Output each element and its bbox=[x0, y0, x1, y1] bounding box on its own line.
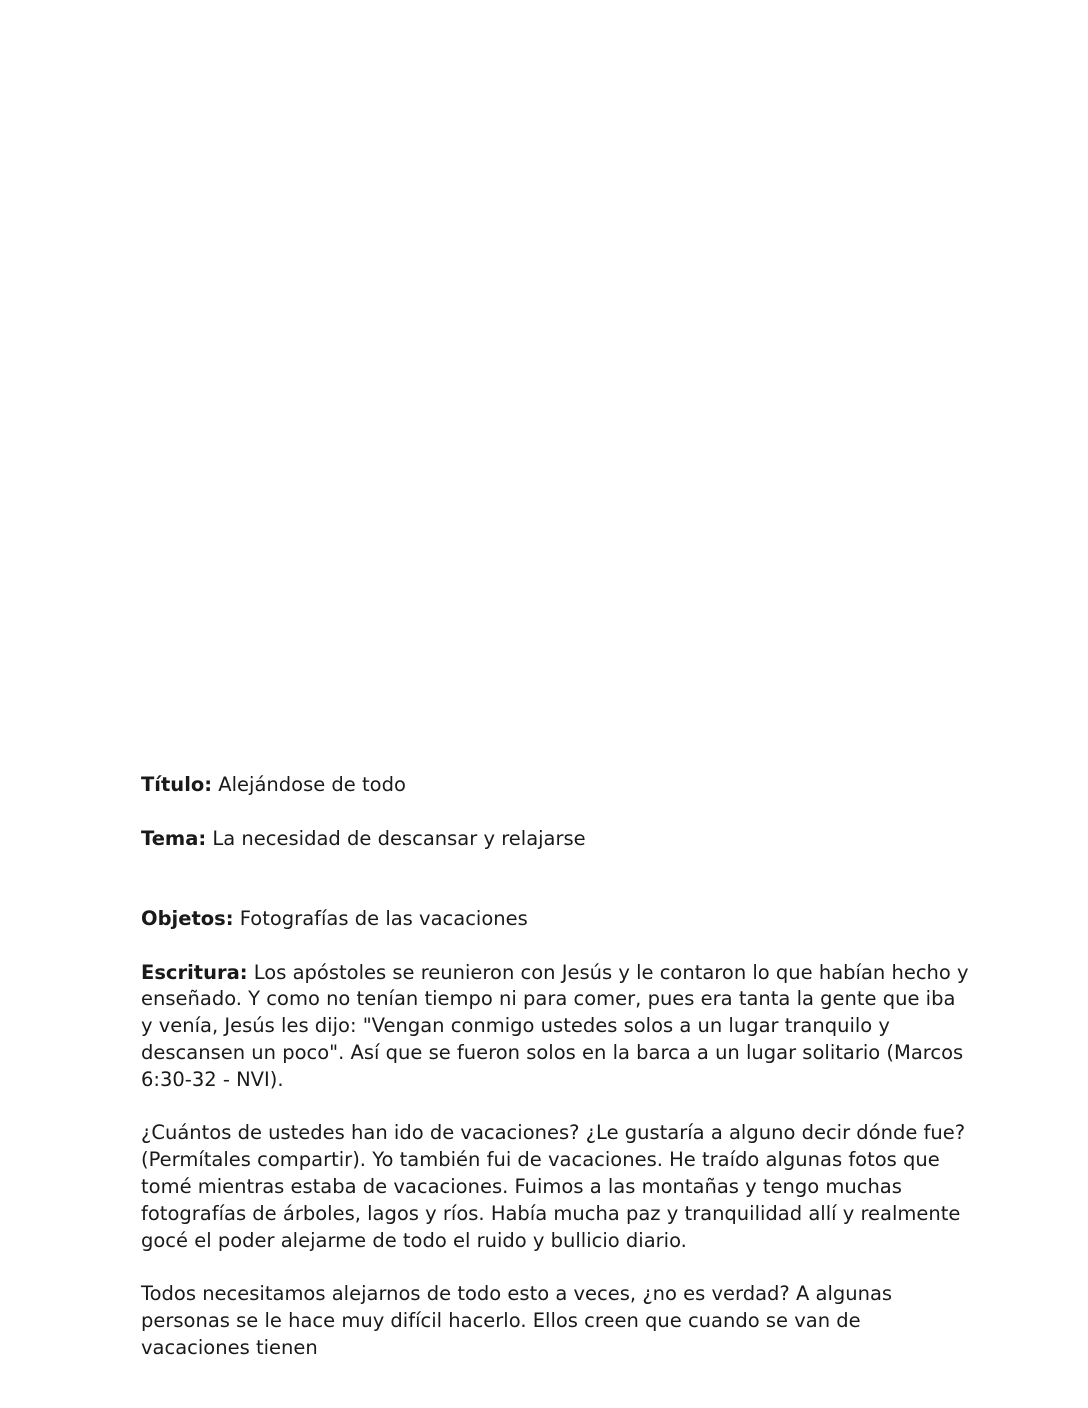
scripture-value: Los apóstoles se reunieron con Jesús y le contaron lo que habían hecho y enseñado. Y como no tenían tiempo ni para comer, pues era tanta la gente que iba y venía, Jesús les dijo: "Vengan conmigo ustedes solos a un lugar tranquilo y descansen un poco". Así que se fueron solos en la barca a un lugar solitario (Marcos 6:30-32 - NVI). bbox=[141, 960, 969, 1091]
theme-value: La necesidad de descansar y relajarse bbox=[212, 826, 586, 850]
objects-field bbox=[141, 906, 971, 933]
theme-field bbox=[141, 826, 971, 853]
body-paragraph: Todos necesitamos alejarnos de todo esto a veces, ¿no es verdad? A algunas personas se le hace muy difícil hacerlo. Ellos creen que cuando se van de vacaciones tienen bbox=[141, 1282, 893, 1359]
theme-label: Tema: bbox=[141, 826, 207, 850]
objects-value: Fotografías de las vacaciones bbox=[239, 906, 528, 930]
scripture-field bbox=[141, 960, 971, 1094]
body-paragraph: ¿Cuántos de ustedes han ido de vacaciones? ¿Le gustaría a alguno decir dónde fue? (Permítales compartir). Yo también fui de vacaciones. He traído algunas fotos que tomé mientras estaba de vacaciones. Fuimos a las montañas y tengo muchas fotografías de árboles, lagos y ríos. Había mucha paz y tranquilidad allí y realmente gocé el poder alejarme de todo el ruido y bullicio diario. bbox=[141, 1121, 966, 1252]
title-field bbox=[141, 772, 971, 799]
title-label: Título: bbox=[141, 773, 213, 796]
scripture-label: Escritura: bbox=[141, 960, 248, 984]
document-body bbox=[141, 772, 971, 1362]
objects-label: Objetos: bbox=[141, 906, 234, 930]
title-value: Alejándose de todo bbox=[218, 773, 406, 796]
